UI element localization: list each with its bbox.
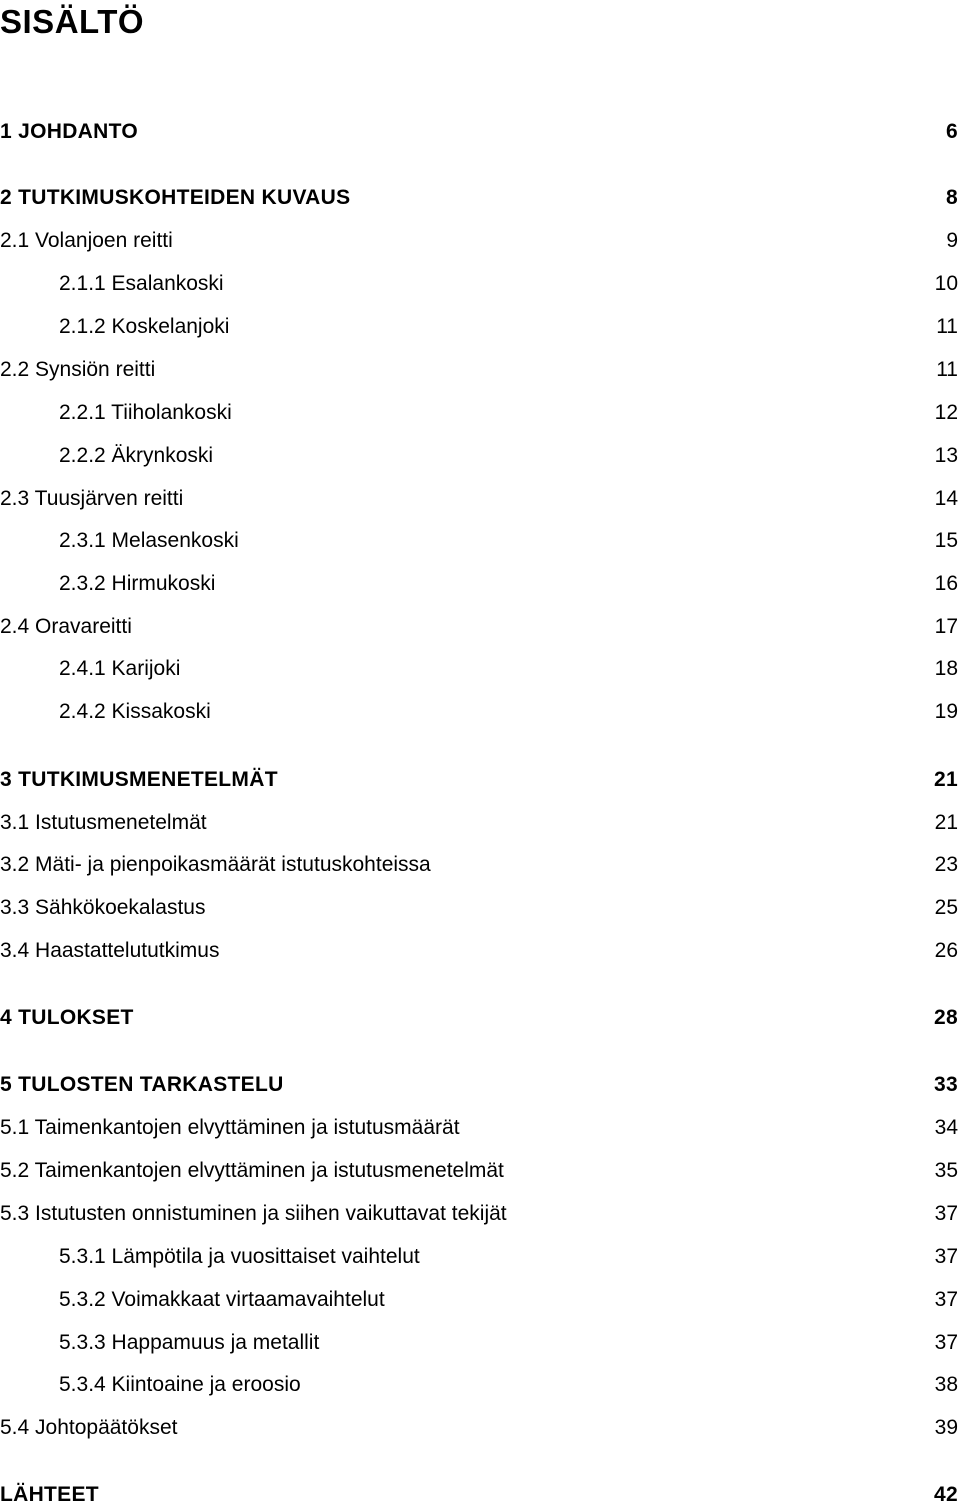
toc-entry-label: 2 TUTKIMUSKOHTEIDEN KUVAUS	[0, 186, 351, 209]
toc-entry	[0, 1003, 958, 1033]
toc-entry	[0, 398, 958, 428]
toc-entry-page: 9	[946, 229, 958, 252]
toc-entry-page: 15	[934, 529, 958, 552]
toc-entry-label: LÄHTEET	[0, 1483, 99, 1506]
toc-entry	[0, 850, 958, 880]
toc-entry	[0, 1285, 958, 1315]
toc-entry-label: 3.1 Istutusmenetelmät	[0, 811, 207, 834]
toc-entry-page: 37	[934, 1288, 958, 1311]
toc-entry-label: 2.1 Volanjoen reitti	[0, 229, 173, 252]
toc-entry	[0, 765, 958, 795]
toc-entry-page: 26	[934, 939, 958, 962]
toc-entry-page: 17	[934, 615, 958, 638]
toc-entry-page: 34	[934, 1116, 958, 1139]
toc-entry-label: 3.3 Sähkökoekalastus	[0, 896, 206, 919]
toc-entry	[0, 697, 958, 727]
toc-entry	[0, 1413, 958, 1443]
toc-entry-label: 2.4 Oravareitti	[0, 615, 132, 638]
toc-entry-label: 2.1.1 Esalankoski	[59, 272, 224, 295]
toc-entry-label: 5.3.4 Kiintoaine ja eroosio	[59, 1373, 301, 1396]
toc-entry-label: 2.4.1 Karijoki	[59, 657, 181, 680]
toc-entry-page: 25	[934, 896, 958, 919]
toc-entry-label: 2.1.2 Koskelanjoki	[59, 315, 230, 338]
toc-entry	[0, 1370, 958, 1400]
toc-entry	[0, 654, 958, 684]
toc-entry-page: 16	[934, 572, 958, 595]
toc-entry	[0, 1242, 958, 1272]
toc-entry	[0, 1199, 958, 1229]
toc-entry-page: 35	[934, 1159, 958, 1182]
toc-entry-label: 5.1 Taimenkantojen elvyttäminen ja istutusmäärät	[0, 1116, 460, 1139]
toc-entry-label: 2.3.2 Hirmukoski	[59, 572, 216, 595]
toc-entry	[0, 226, 958, 256]
toc-entry	[0, 612, 958, 642]
toc-entry	[0, 117, 958, 147]
toc-entry-page: 42	[934, 1483, 958, 1506]
toc-entry-label: 3.2 Mäti- ja pienpoikasmäärät istutuskohteissa	[0, 853, 431, 876]
toc-entry-page: 18	[934, 657, 958, 680]
toc-entry-label: 5.4 Johtopäätökset	[0, 1416, 178, 1439]
toc-entry-label: 5.3 Istutusten onnistuminen ja siihen vaikuttavat tekijät	[0, 1202, 507, 1225]
toc-entry-page: 11	[936, 358, 958, 381]
page-title: SISÄLTÖ	[0, 3, 145, 40]
toc-entry-page: 13	[934, 444, 958, 467]
toc-entry	[0, 183, 958, 213]
toc-entry	[0, 1156, 958, 1186]
toc-entry-page: 39	[934, 1416, 958, 1439]
toc-entry-page: 21	[934, 811, 958, 834]
toc-entry-page: 37	[934, 1245, 958, 1268]
toc-entry-label: 2.2 Synsiön reitti	[0, 358, 156, 381]
toc-entry-label: 5.3.3 Happamuus ja metallit	[59, 1331, 320, 1354]
toc-entry-label: 5.2 Taimenkantojen elvyttäminen ja istutusmenetelmät	[0, 1159, 504, 1182]
toc-entry-label: 4 TULOKSET	[0, 1006, 134, 1029]
toc-entry-page: 11	[936, 315, 958, 338]
toc-entry-page: 37	[934, 1331, 958, 1354]
toc-entry	[0, 1328, 958, 1358]
toc-entry	[0, 312, 958, 342]
toc-entry-label: 2.3 Tuusjärven reitti	[0, 487, 184, 510]
toc-entry-label: 3.4 Haastattelututkimus	[0, 939, 220, 962]
toc-entry-label: 2.4.2 Kissakoski	[59, 700, 211, 723]
toc-entry	[0, 808, 958, 838]
toc-entry-page: 38	[934, 1373, 958, 1396]
toc-entry-label: 2.2.1 Tiiholankoski	[59, 401, 232, 424]
toc-entry	[0, 1113, 958, 1143]
toc-entry-label: 3 TUTKIMUSMENETELMÄT	[0, 768, 278, 791]
toc-entry-label: 5 TULOSTEN TARKASTELU	[0, 1073, 284, 1096]
toc-entry-page: 33	[934, 1073, 958, 1096]
toc-entry-label: 2.2.2 Äkrynkoski	[59, 444, 214, 467]
toc-entry	[0, 484, 958, 514]
toc-entry-page: 14	[934, 487, 958, 510]
toc-entry-label: 5.3.1 Lämpötila ja vuosittaiset vaihtelut	[59, 1245, 420, 1268]
toc-entry	[0, 441, 958, 471]
toc-entry	[0, 526, 958, 556]
toc-entry	[0, 569, 958, 599]
toc-entry-label: 5.3.2 Voimakkaat virtaamavaihtelut	[59, 1288, 385, 1311]
toc-entry	[0, 1480, 958, 1510]
toc-entry-page: 8	[946, 186, 958, 209]
toc-entry-page: 19	[934, 700, 958, 723]
toc-entry-page: 6	[946, 120, 958, 143]
toc-entry	[0, 355, 958, 385]
toc-entry-page: 10	[934, 272, 958, 295]
toc-entry	[0, 936, 958, 966]
toc-entry-label: 1 JOHDANTO	[0, 120, 138, 143]
toc-entry	[0, 893, 958, 923]
toc-entry-label: 2.3.1 Melasenkoski	[59, 529, 239, 552]
toc-entry-page: 21	[934, 768, 958, 791]
toc-entry-page: 28	[934, 1006, 958, 1029]
toc-entry-page: 23	[934, 853, 958, 876]
toc-entry-page: 37	[934, 1202, 958, 1225]
toc-entry	[0, 1070, 958, 1100]
toc-entry-page: 12	[934, 401, 958, 424]
toc-entry	[0, 269, 958, 299]
